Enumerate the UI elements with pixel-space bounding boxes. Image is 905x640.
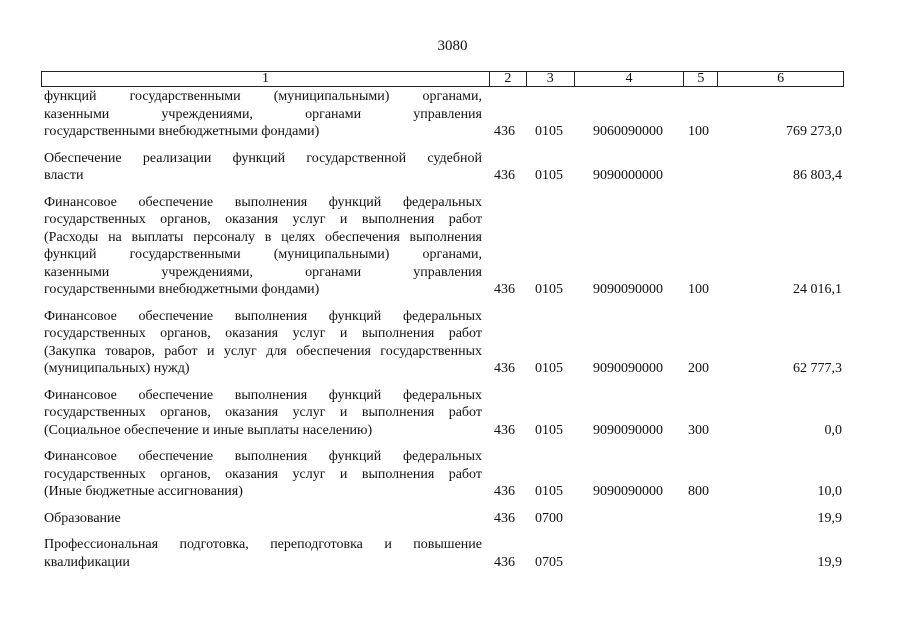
code-target-article: 9090090000	[593, 484, 663, 499]
code-administrator: 436	[494, 282, 515, 297]
amount: 769 273,0	[786, 124, 842, 139]
table-body	[44, 88, 844, 571]
code-section: 0105	[535, 422, 563, 438]
description-line: (муниципальных) нужд)	[44, 361, 190, 376]
code-section: 0105	[535, 168, 563, 183]
table-header	[41, 71, 844, 87]
description-line: власти	[44, 168, 84, 183]
header-col-5: 5	[684, 72, 718, 86]
amount: 24 016,1	[793, 282, 842, 297]
amount: 62 777,3	[793, 361, 842, 376]
amount: 86 803,4	[793, 168, 842, 183]
description-line: государственных органов, оказания услуг и выполнения работ	[44, 466, 482, 482]
description-line: квалификации	[44, 554, 130, 570]
table-row	[44, 510, 844, 528]
description-line: Финансовое обеспечение выполнения функций федеральных	[44, 194, 482, 210]
description-line: государственными внебюджетными фондами)	[44, 124, 320, 139]
page-number: 3080	[437, 38, 468, 54]
table-row	[44, 387, 844, 440]
description-line: (Иные бюджетные ассигнования)	[44, 484, 243, 499]
code-administrator: 436	[494, 361, 515, 376]
code-administrator: 436	[494, 422, 515, 438]
amount: 10,0	[817, 484, 842, 499]
table-row	[44, 536, 844, 571]
description-line: государственных органов, оказания услуг и выполнения работ	[44, 326, 482, 341]
description-line: функций государственными (муниципальными) органами,	[44, 89, 482, 104]
code-target-article: 9060090000	[593, 124, 663, 139]
description-line: функций государственными (муниципальными) органами,	[44, 247, 482, 262]
amount: 0,0	[824, 422, 842, 438]
code-administrator: 436	[494, 168, 515, 183]
table-row	[44, 150, 844, 185]
code-section: 0705	[535, 554, 563, 570]
description-line: государственных органов, оказания услуг и выполнения работ	[44, 405, 482, 420]
code-expense-type: 800	[688, 484, 709, 499]
description-line: казенными учреждениями, органами управления	[44, 264, 482, 280]
table-row	[44, 308, 844, 378]
code-target-article: 9090090000	[593, 361, 663, 376]
code-section: 0105	[535, 282, 563, 297]
code-expense-type: 300	[688, 422, 709, 438]
header-col-6: 6	[777, 71, 785, 86]
code-target-article: 9090090000	[593, 282, 663, 297]
description-line: Финансовое обеспечение выполнения функций федеральных	[44, 387, 482, 403]
description-line: Образование	[44, 510, 121, 526]
code-section: 0105	[535, 361, 563, 376]
code-administrator: 436	[494, 484, 515, 499]
header-col-2: 2	[490, 72, 527, 86]
description-line: Профессиональная подготовка, переподготовка и повышение	[44, 537, 482, 552]
code-administrator: 436	[494, 124, 515, 139]
code-administrator: 436	[494, 554, 515, 570]
amount: 19,9	[817, 554, 842, 570]
code-expense-type: 200	[688, 361, 709, 376]
description-line: Обеспечение реализации функций государственной судебной	[44, 150, 482, 166]
description-line: (Расходы на выплаты персоналу в целях обеспечения выполнения	[44, 229, 482, 245]
code-expense-type: 100	[688, 124, 709, 139]
description-line: Финансовое обеспечение выполнения функций федеральных	[44, 449, 482, 464]
code-target-article: 9090090000	[593, 422, 663, 438]
code-section: 0700	[535, 510, 563, 526]
description-line: государственными внебюджетными фондами)	[44, 282, 320, 297]
description-line: казенными учреждениями, органами управления	[44, 106, 482, 122]
code-section: 0105	[535, 124, 563, 139]
description-line: (Социальное обеспечение и иные выплаты населению)	[44, 422, 373, 438]
table-row	[44, 88, 844, 141]
code-expense-type: 100	[688, 282, 709, 297]
header-col-4: 4	[575, 72, 685, 86]
code-administrator: 436	[494, 510, 515, 526]
description-line: Финансовое обеспечение выполнения функций федеральных	[44, 308, 482, 324]
table-row	[44, 194, 844, 299]
description-line: (Закупка товаров, работ и услуг для обеспечения государственных	[44, 343, 482, 359]
header-col-1: 1	[42, 72, 490, 86]
amount: 19,9	[817, 510, 842, 526]
code-target-article: 9090000000	[593, 168, 663, 183]
description-line: государственных органов, оказания услуг и выполнения работ	[44, 212, 482, 227]
code-section: 0105	[535, 484, 563, 499]
table-row	[44, 448, 844, 501]
header-col-3: 3	[527, 72, 575, 86]
